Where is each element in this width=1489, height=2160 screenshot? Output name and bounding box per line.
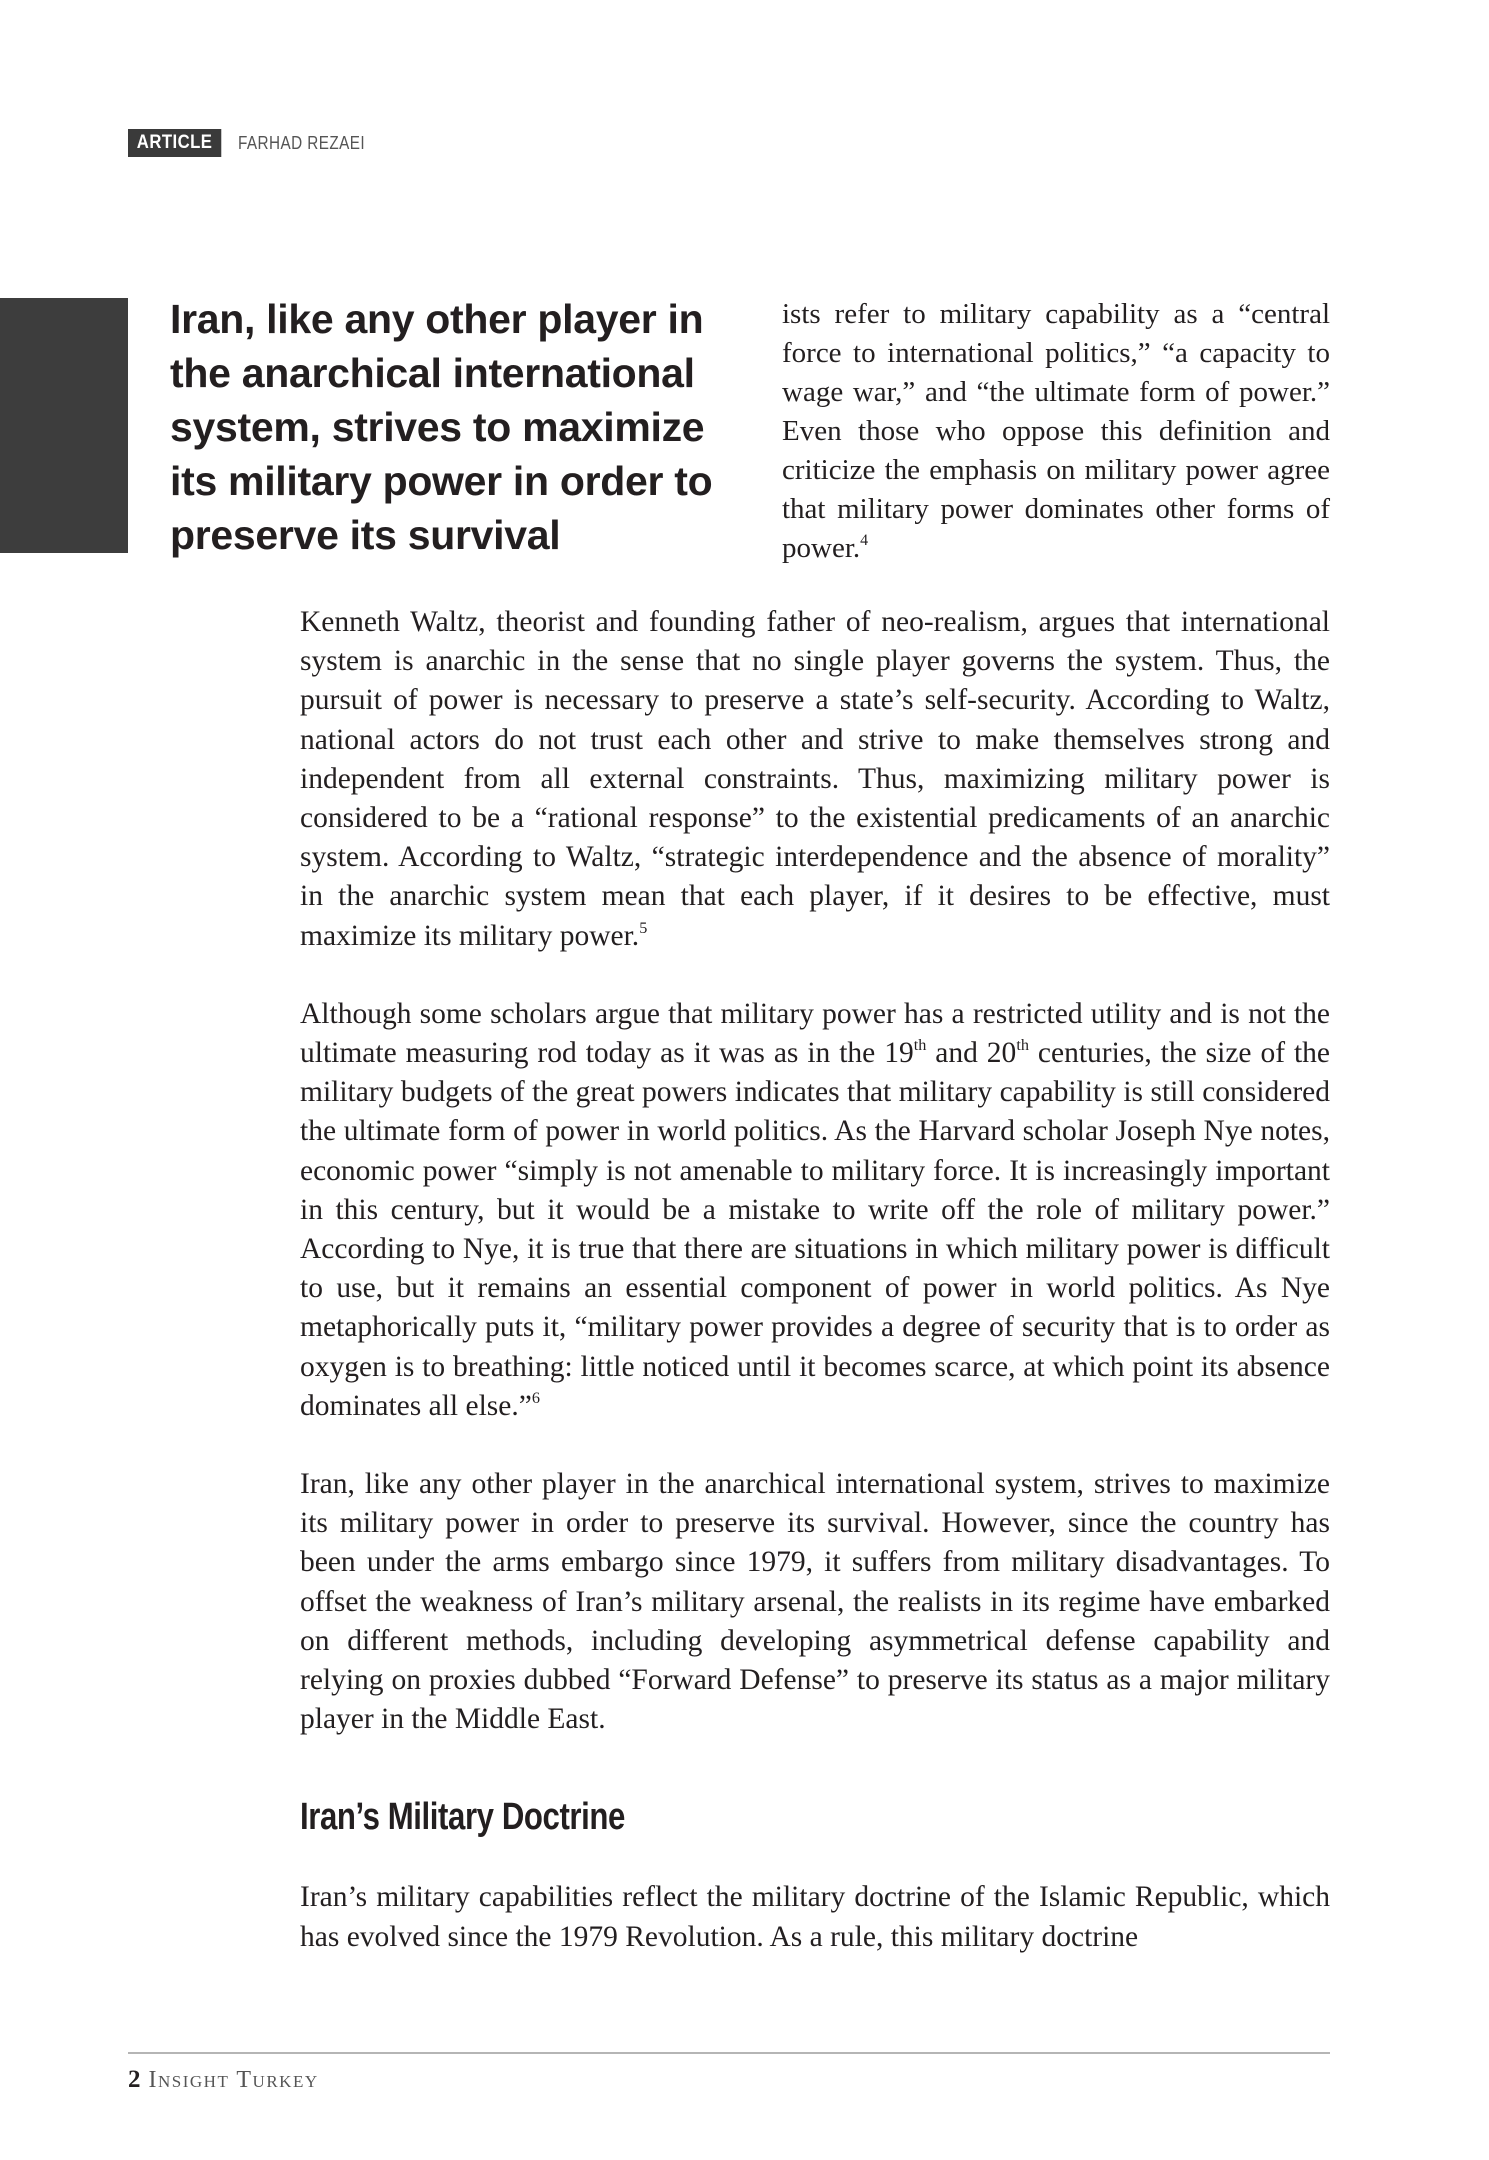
paragraph-text: Kenneth Waltz, theorist and founding father of neo-realism, argues that international system is anarchic in the sense that no single player governs the system. Thus, the pursuit of power is necessary to preserve a state’s self-security. According to Waltz, national actors do not trust each other and strive to make themselves strong and independent from all external constraints. Thus, maximizing military power is considered to be a “rational response” to the existential predicaments of an anarchic system. According to Waltz, “strategic interdependence and the absence of morality” in the anarchic system mean that each player, if it desires to be effective, must maximize its military power. (300, 606, 1330, 952)
footnote-ref[interactable]: 5 (639, 918, 648, 937)
author-name: FARHAD REZAEI (237, 132, 365, 153)
paragraph-text: and 20 (926, 1037, 1017, 1070)
article-body (300, 603, 1330, 1996)
footer-rule (128, 2052, 1330, 2054)
paragraph-text: Iran, like any other player in the anarchical international system, strives to maximize its military power in order to preserve its survival. However, since the country has been under the arms embargo since 1979, it suffers from military disadvantages. To offset the weakness of Iran’s military arsenal, the realists in its regime have embarked on different methods, including developing asymmetrical defense capability and relying on proxies dubbed “Forward Defense” to preserve its status as a major military player in the Middle East. (300, 1468, 1330, 1736)
side-accent-bar (0, 298, 128, 553)
ordinal-suffix: th (913, 1035, 927, 1054)
running-header (128, 128, 387, 158)
paragraph (300, 995, 1330, 1426)
pull-quote: Iran, like any other player in the anarchical international system, strives to maximize its military power in order to preserve its survival (170, 296, 713, 558)
page-number: 2 (128, 2066, 141, 2093)
paragraph-text: centuries, the size of the military budgets of the great powers indicates that military capability is still considered the ultimate form of power in world politics. As the Harvard scholar Joseph Nye notes, economic power “simply is not amenable to military force. It is increasingly important in this century, but it would be a mistake to write off the role of military power.” According to Nye, it is true that there are situations in which military power is difficult to use, but it remains an essential component of power in world politics. As Nye metaphorically puts it, “military power provides a degree of security that is to order as oxygen is to breathing: little noticed until it becomes scarce, at which point its absence dominates all else.” (300, 1037, 1330, 1422)
footnote-ref[interactable]: 4 (860, 532, 869, 550)
journal-name: Insight Turkey (148, 2067, 319, 2093)
page-footer (128, 2066, 319, 2094)
lead-column-body: ists refer to military capability as a “central force to international politics,” “a capacity to wage war,” and “the ultimate form of power.” Even those who oppose this definition and criticize the emphasis on military power agree that military power dominates other forms of power. (782, 298, 1330, 564)
section-heading: Iran’s Military Doctrine (300, 1796, 625, 1839)
paragraph (300, 603, 1330, 956)
footnote-ref[interactable]: 6 (531, 1388, 540, 1407)
ordinal-suffix: th (1016, 1035, 1029, 1054)
paragraph (300, 1465, 1330, 1739)
paragraph-text: Although some scholars argue that military power has a restricted utility and is not the ultimate measuring rod today as it was as in the 19 (300, 997, 1330, 1070)
section-label: ARTICLE (128, 129, 221, 157)
paragraph (300, 1878, 1330, 1956)
paragraph-text: Iran’s military capabilities reflect the military doctrine of the Islamic Republic, which has evolved since the 1979 Revolution. As a rule, this military doctrine (300, 1881, 1330, 1953)
lead-column-text (782, 295, 1330, 568)
